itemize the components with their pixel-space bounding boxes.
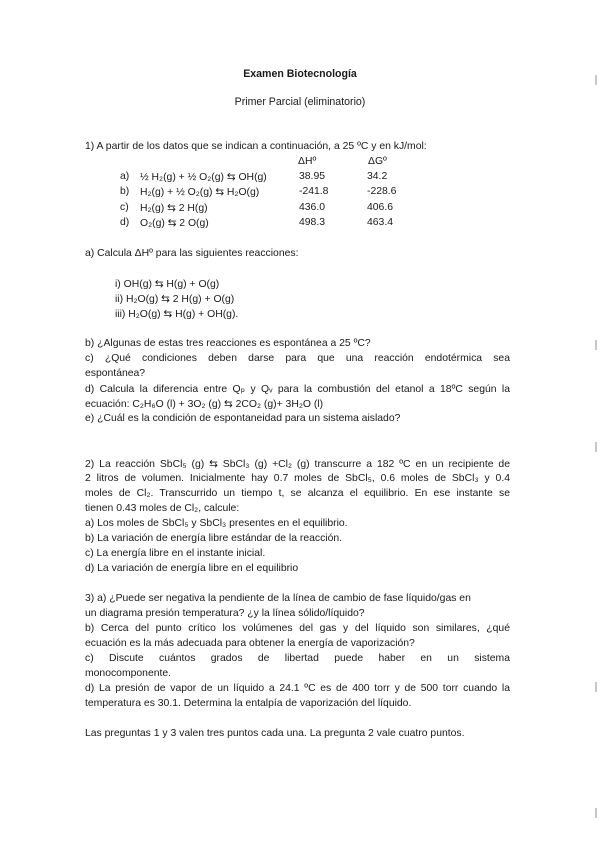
q3-part-a: 3) a) ¿Puede ser negativa la pendiente de la línea de cambio de fase líquido/gas en <box>85 593 471 604</box>
row-label: d) <box>120 217 130 228</box>
q2-text-line-1: 2) La reacción SbCl₅ (g) ⇆ SbCl₃ (g) +Cl₂ (g) transcurre a 182 ºC en un recipiente de <box>85 459 510 470</box>
scan-edge-mark <box>595 75 597 85</box>
exam-subtitle: Primer Parcial (eliminatorio) <box>234 96 366 108</box>
q3-part-b: b) Cerca del punto crítico los volúmenes del gas y del líquido son similares, ¿qué <box>85 623 510 634</box>
q1-part-c-cont: espontánea? <box>85 368 146 379</box>
q2-part-c: c) La energía libre en el instante inicial. <box>85 548 266 559</box>
row-dg: 34.2 <box>367 171 388 182</box>
q1-part-c: c) ¿Qué condiciones deben darse para que una reacción endotérmica sea <box>85 353 510 364</box>
row-label: c) <box>120 202 129 213</box>
q3-part-d-cont: temperatura es 30.1. Determina la entalpía de vaporización del líquido. <box>85 698 412 709</box>
q2-part-d: d) La variación de energía libre en el equilibrio <box>85 563 299 574</box>
row-dh: 38.95 <box>299 171 326 182</box>
row-dg: 406.6 <box>367 202 394 213</box>
q3-part-b-cont: ecuación es la más adecuada para obtener la energía de vaporización? <box>85 638 415 649</box>
row-reaction: ½ H₂(g) + ½ O₂(g) ⇆ OH(g) <box>140 172 267 183</box>
q1-sub-reaction-i: i) OH(g) ⇆ H(g) + O(g) <box>115 279 220 290</box>
q2-text-line-2: 2 litros de volumen. Inicialmente hay 0.7 moles de SbCl₅, 0.6 moles de SbCl₃ y 0.4 <box>85 473 510 484</box>
q3-part-d: d) La presión de vapor de un líquido a 24.1 ºC es de 400 torr y de 500 torr cuando la <box>85 683 510 694</box>
q1-part-d: d) Calcula la diferencia entre Qₚ y Qᵥ para la combustión del etanol a 18ºC según la <box>85 384 510 395</box>
q3-part-c: c) Discute cuántos grados de libertad puede haber en un sistema <box>85 653 510 664</box>
q2-part-a: a) Los moles de SbCl₅ y SbCl₃ presentes en el equilibrio. <box>85 518 348 529</box>
row-reaction: O₂(g) ⇆ 2 O(g) <box>140 218 209 229</box>
row-dh: 436.0 <box>299 202 326 213</box>
row-dg: 463.4 <box>367 217 394 228</box>
row-label: b) <box>120 186 130 197</box>
q2-text-line-4: tienen 0.43 moles de Cl₂, calcule: <box>85 503 240 514</box>
scan-edge-mark <box>595 442 597 452</box>
row-dh: 498.3 <box>299 217 326 228</box>
q2-part-b: b) La variación de energía libre estándar de la reacción. <box>85 533 343 544</box>
row-reaction: H₂(g) + ½ O₂(g) ⇆ H₂O(g) <box>140 187 260 198</box>
q1-part-e: e) ¿Cuál es la condición de espontaneidad para un sistema aislado? <box>85 413 401 424</box>
scan-edge-mark <box>595 808 597 818</box>
scoring-note: Las preguntas 1 y 3 valen tres puntos cada una. La pregunta 2 vale cuatro puntos. <box>85 728 465 739</box>
row-reaction: H₂(g) ⇆ 2 H(g) <box>140 203 208 214</box>
q3-part-c-cont: monocomponente. <box>85 668 172 679</box>
q1-sub-reaction-iii: iii) H₂O(g) ⇆ H(g) + OH(g). <box>115 309 239 320</box>
q1-intro: 1) A partir de los datos que se indican a continuación, a 25 ºC y en kJ/mol: <box>85 141 427 152</box>
scan-edge-mark <box>595 340 597 350</box>
col-dg-header: ΔGº <box>368 156 387 167</box>
col-dh-header: ΔHº <box>298 156 317 167</box>
q1-sub-reaction-ii: ii) H₂O(g) ⇆ 2 H(g) + O(g) <box>115 294 235 305</box>
q1-part-b: b) ¿Algunas de estas tres reacciones es espontánea a 25 ºC? <box>85 338 371 349</box>
row-dh: -241.8 <box>299 186 329 197</box>
q1-part-a: a) Calcula ΔHº para las siguientes reacciones: <box>85 248 299 259</box>
row-label: a) <box>120 171 130 182</box>
q1-part-d-equation: ecuación: C₂H₆O (l) + 3O₂ (g) ⇆ 2CO₂ (g)+ 3H₂O (l) <box>85 399 324 410</box>
q3-part-a-cont: un diagrama presión temperatura? ¿y la línea sólido/líquido? <box>85 608 365 619</box>
row-dg: -228.6 <box>367 186 397 197</box>
scan-edge-mark <box>595 682 597 692</box>
q2-text-line-3: moles de Cl₂. Transcurrido un tiempo t, se alcanza el equilibrio. En ese instante se <box>85 488 510 499</box>
exam-title: Examen Biotecnología <box>243 68 357 80</box>
